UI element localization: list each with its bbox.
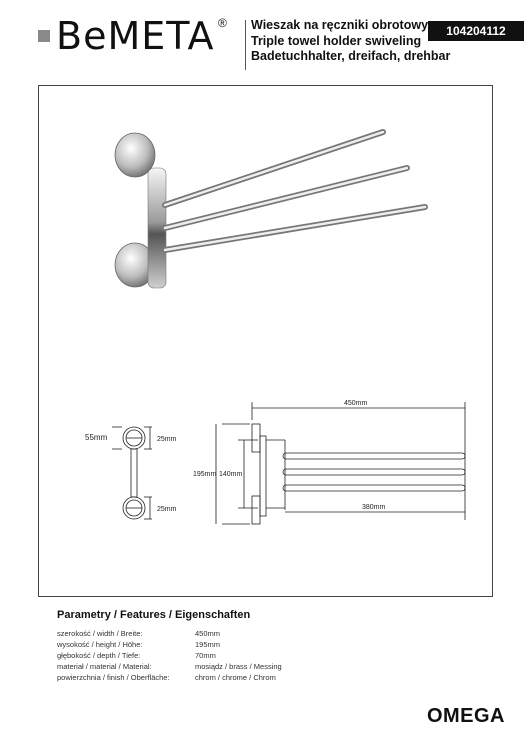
dim-width: 450mm bbox=[344, 400, 368, 407]
feature-row bbox=[57, 639, 497, 650]
feature-label: głębokość / depth / Tiefe: bbox=[57, 651, 141, 660]
feature-label: powierzchnia / finish / Oberfläche: bbox=[57, 673, 170, 682]
feature-row bbox=[57, 628, 497, 639]
features-section bbox=[57, 609, 497, 683]
title-pl: Wieszak na ręczniki obrotowy bbox=[251, 18, 429, 32]
feature-value: 70mm bbox=[195, 651, 216, 660]
dim-front-diameter: 55mm bbox=[85, 433, 108, 442]
feature-label: wysokość / height / Höhe: bbox=[57, 640, 143, 649]
feature-row bbox=[57, 650, 497, 661]
feature-value: 195mm bbox=[195, 640, 221, 649]
feature-label: materiał / material / Material: bbox=[57, 662, 152, 671]
feature-label: szerokość / width / Breite: bbox=[57, 629, 143, 638]
dim-front-top: 25mm bbox=[157, 436, 177, 443]
feature-row bbox=[57, 672, 497, 683]
dim-front-bottom: 25mm bbox=[157, 506, 177, 513]
registered-mark: ® bbox=[218, 16, 227, 30]
side-view bbox=[216, 402, 465, 524]
feature-value: 450mm bbox=[195, 629, 221, 638]
features-title: Parametry / Features / Eigenschaften bbox=[57, 609, 251, 621]
series-name: OMEGA bbox=[426, 705, 505, 727]
product-code-badge: 104204112 bbox=[428, 21, 524, 41]
front-view bbox=[112, 427, 152, 519]
title-de: Badetuchhalter, dreifach, drehbar bbox=[251, 49, 451, 63]
feature-row bbox=[57, 661, 497, 672]
brand-logo: BeMETA bbox=[56, 14, 215, 58]
feature-value: chrom / chrome / Chrom bbox=[195, 673, 276, 682]
dim-inner-height: 140mm bbox=[219, 471, 243, 478]
dim-arm-length: 380mm bbox=[362, 504, 386, 511]
dim-height: 195mm bbox=[193, 471, 217, 478]
feature-value: mosiądz / brass / Messing bbox=[195, 662, 282, 671]
title-en: Triple towel holder swiveling bbox=[251, 33, 422, 48]
